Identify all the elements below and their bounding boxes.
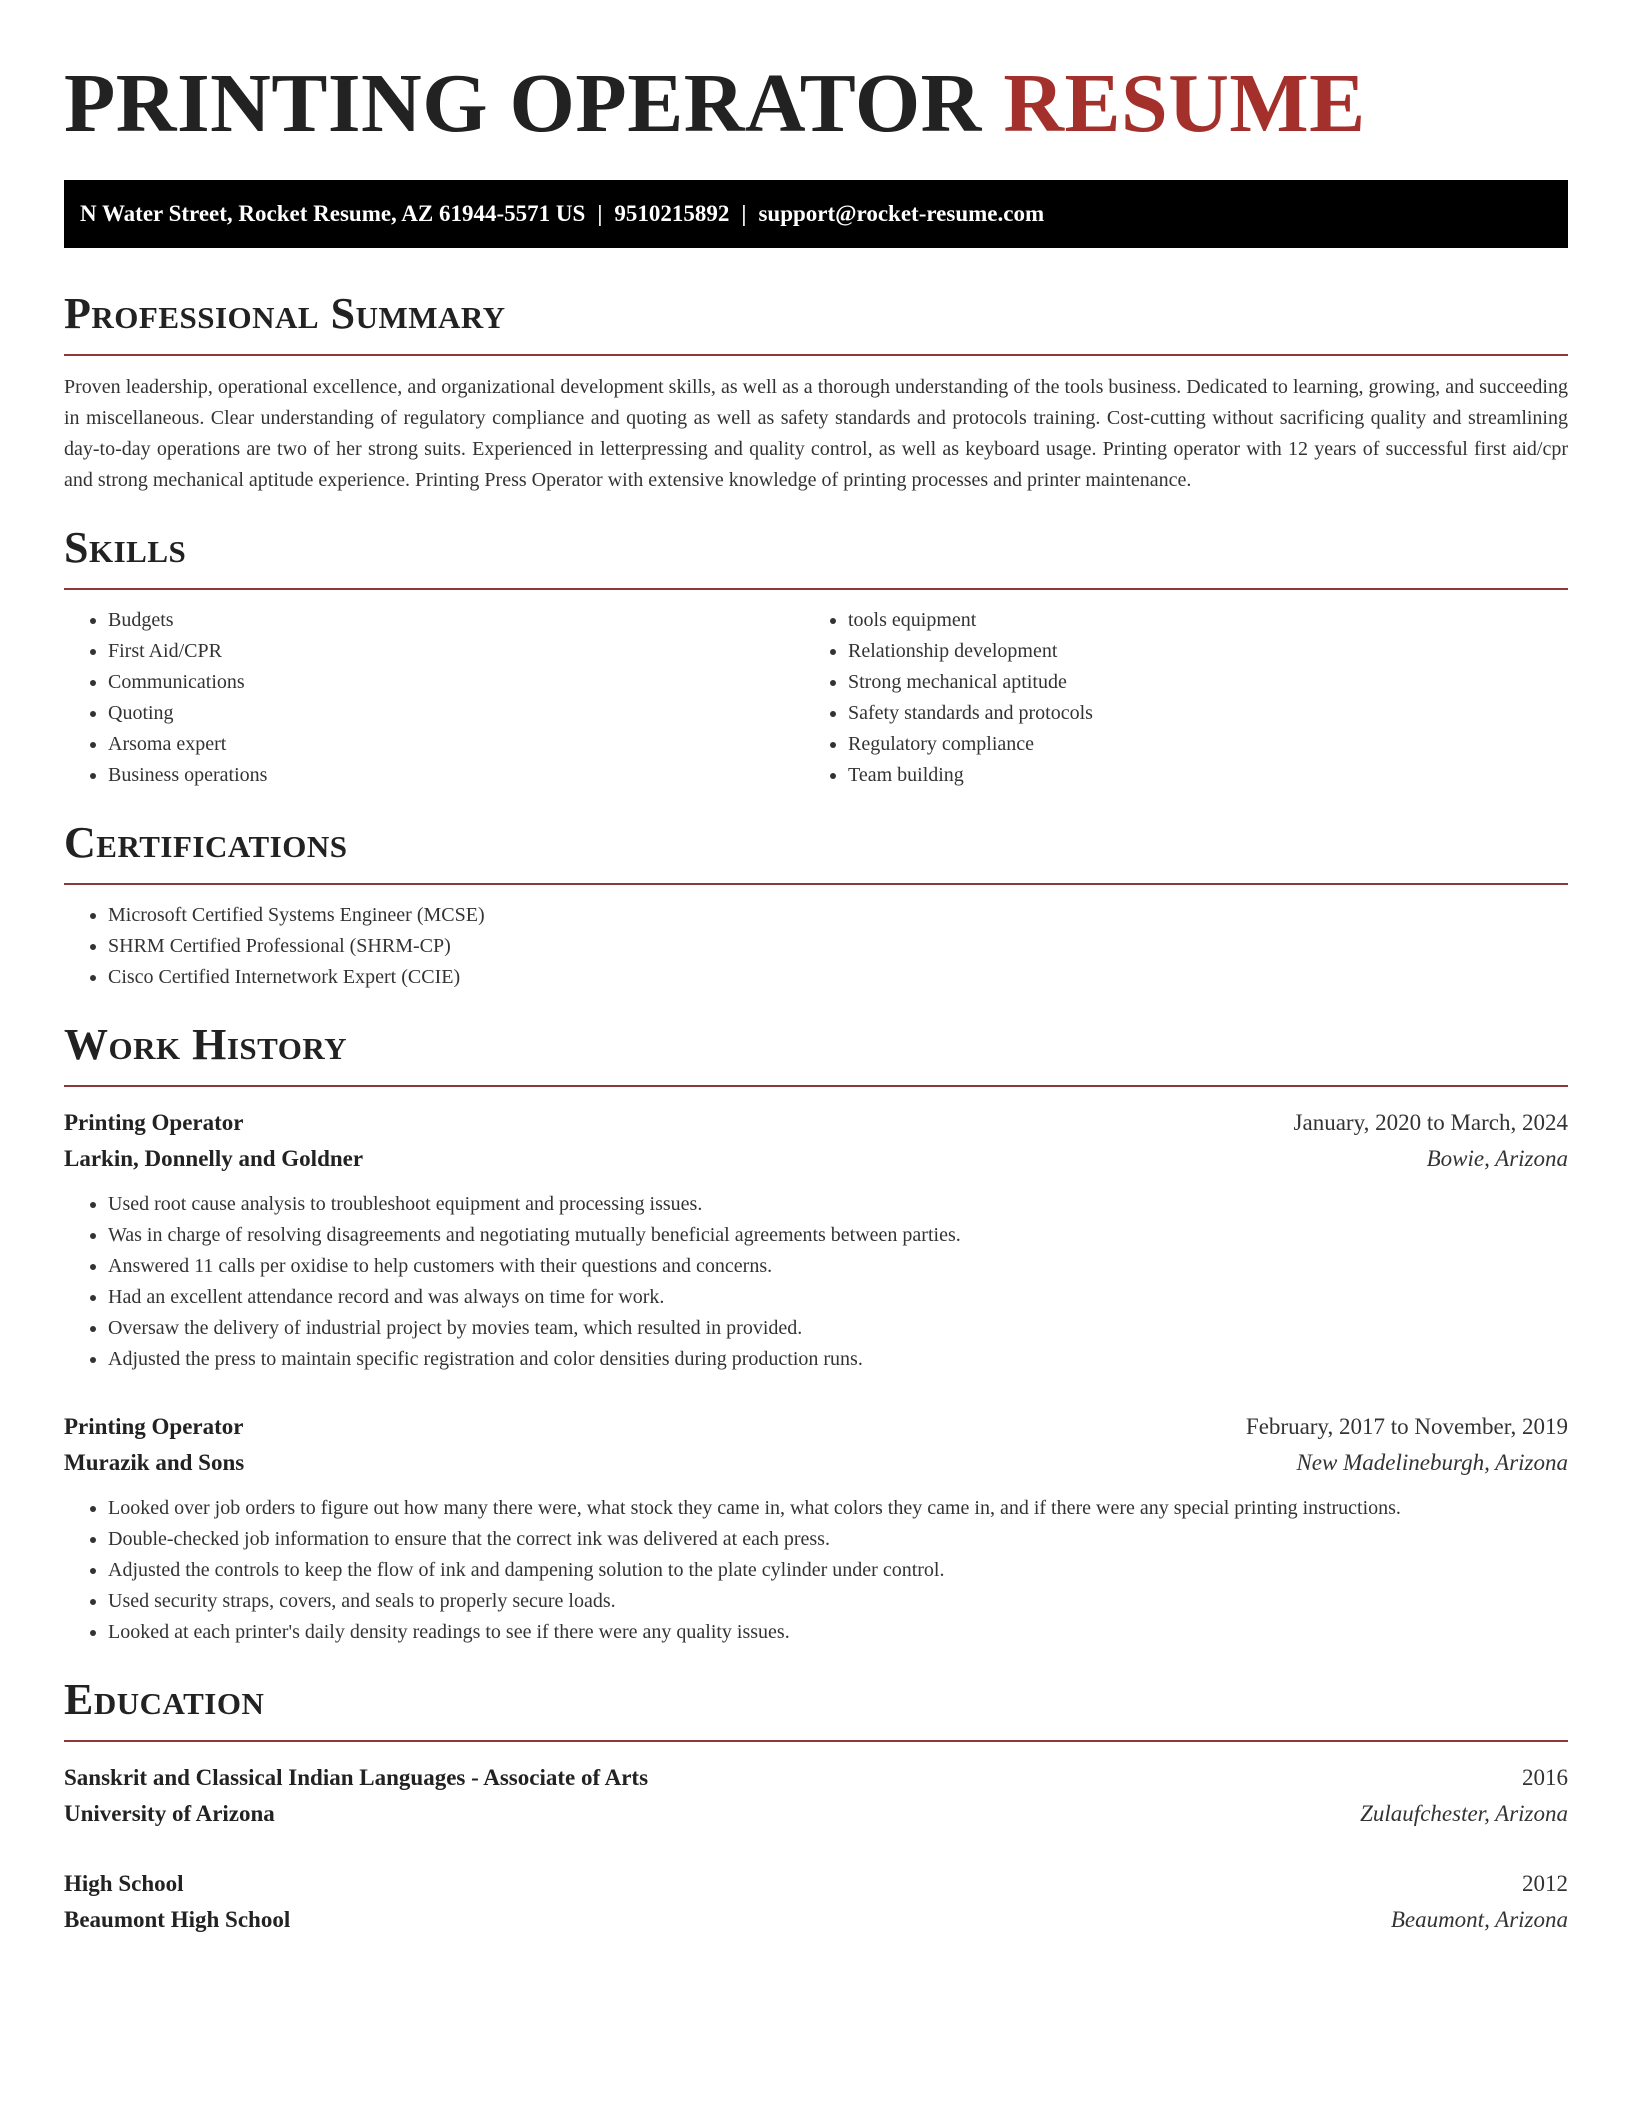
job-bullet: • Oversaw the delivery of industrial project by movies team, which resulted in provided. (108, 1313, 1568, 1344)
job-company: Murazik and Sons (64, 1450, 245, 1475)
education-degree: High School (64, 1871, 184, 1896)
section-heading-work-history: Work History (64, 1020, 348, 1069)
skill-item: • Team building (848, 760, 1544, 791)
job-bullets (64, 1189, 1568, 1375)
contact-phone[interactable]: 9510215892 (614, 201, 730, 226)
education-degree: Sanskrit and Classical Indian Languages - Associate of Arts (64, 1765, 649, 1790)
skill-item: • Quoting (108, 698, 804, 729)
section-divider (64, 883, 1568, 885)
job-dates: February, 2017 to November, 2019 (1245, 1414, 1568, 1439)
job-entry (64, 1105, 1568, 1375)
contact-separator: | (741, 201, 747, 226)
section-divider (64, 1085, 1568, 1087)
resume-title (64, 0, 1568, 152)
job-bullets (64, 1493, 1568, 1648)
section-heading-education: Education (64, 1675, 265, 1724)
skill-item: • Arsoma expert (108, 729, 804, 760)
skill-item: • tools equipment (848, 605, 1544, 636)
job-bullet: • Used security straps, covers, and seals to properly secure loads. (108, 1586, 1568, 1617)
contact-email[interactable]: support@rocket-resume.com (758, 201, 1045, 226)
skills-list-right (804, 605, 1544, 791)
job-header-row (64, 1105, 1568, 1141)
education-school-row (64, 1902, 1568, 1938)
education-school-row (64, 1796, 1568, 1832)
education-entry (64, 1866, 1568, 1938)
job-header-row (64, 1409, 1568, 1445)
contact-separator: | (597, 201, 603, 226)
skill-item: • Relationship development (848, 636, 1544, 667)
certification-item: • Microsoft Certified Systems Engineer (MCSE) (108, 900, 1568, 931)
skills-column-right (804, 605, 1544, 791)
certifications-list (64, 900, 1568, 993)
job-location: Bowie, Arizona (1426, 1146, 1568, 1171)
education-degree-row (64, 1760, 1568, 1796)
title-accent: RESUME (1003, 57, 1366, 150)
title-main: PRINTING OPERATOR (64, 57, 982, 150)
skills-column-left (64, 605, 804, 791)
summary-text: Proven leadership, operational excellence, and organizational development skills, as well as a thorough understanding of the tools business. Dedicated to learning, growing, and succeeding in miscellaneous. Clear understanding of regulatory compliance and quoting as well as safety standards and protocols training. Cost-cutting without sacrificing quality and streamlining day-to-day operations are two of her strong suits. Experienced in letterpressing and quality control, as well as keyboard usage. Printing operator with 12 years of successful first aid/cpr and strong mechanical aptitude experience. Printing Press Operator with extensive knowledge of printing processes and printer maintenance. (64, 376, 1568, 491)
job-bullet: • Double-checked job information to ensure that the correct ink was delivered at each press. (108, 1524, 1568, 1555)
job-location: New Madelineburgh, Arizona (1296, 1450, 1568, 1475)
section-divider (64, 354, 1568, 356)
job-bullet: • Looked at each printer's daily density readings to see if there were any quality issues. (108, 1617, 1568, 1648)
section-divider (64, 1740, 1568, 1742)
skill-item: • Budgets (108, 605, 804, 636)
education-school: Beaumont High School (64, 1907, 291, 1932)
job-company: Larkin, Donnelly and Goldner (64, 1146, 364, 1171)
skill-item: • Communications (108, 667, 804, 698)
job-bullet: • Had an excellent attendance record and was always on time for work. (108, 1282, 1568, 1313)
job-bullet: • Looked over job orders to figure out how many there were, what stock they came in, what colors they came in, and if there were any special printing instructions. (108, 1493, 1568, 1524)
job-bullet: • Was in charge of resolving disagreements and negotiating mutually beneficial agreements between parties. (108, 1220, 1568, 1251)
job-bullet: • Adjusted the controls to keep the flow of ink and dampening solution to the plate cylinder under control. (108, 1555, 1568, 1586)
section-divider (64, 588, 1568, 590)
job-title: Printing Operator (64, 1110, 244, 1135)
job-entry (64, 1409, 1568, 1648)
skill-item: • Safety standards and protocols (848, 698, 1544, 729)
skill-item: • Regulatory compliance (848, 729, 1544, 760)
education-entry (64, 1760, 1568, 1832)
certification-item: • Cisco Certified Internetwork Expert (CCIE) (108, 962, 1568, 993)
job-company-row (64, 1141, 1568, 1177)
job-bullet: • Adjusted the press to maintain specific registration and color densities during production runs. (108, 1344, 1568, 1375)
education-school: University of Arizona (64, 1801, 275, 1826)
section-heading-summary: Professional Summary (64, 289, 506, 338)
education-year: 2012 (1522, 1871, 1568, 1896)
certification-item: • SHRM Certified Professional (SHRM-CP) (108, 931, 1568, 962)
education-location: Beaumont, Arizona (1390, 1907, 1568, 1932)
job-bullet: • Used root cause analysis to troubleshoot equipment and processing issues. (108, 1189, 1568, 1220)
skill-item: • First Aid/CPR (108, 636, 804, 667)
contact-bar (64, 180, 1568, 248)
skills-list-left (64, 605, 804, 791)
job-title: Printing Operator (64, 1414, 244, 1439)
job-bullet: • Answered 11 calls per oxidise to help customers with their questions and concerns. (108, 1251, 1568, 1282)
education-year: 2016 (1522, 1765, 1568, 1790)
skill-item: • Strong mechanical aptitude (848, 667, 1544, 698)
contact-address: N Water Street, Rocket Resume, AZ 61944-5571 US (80, 201, 586, 226)
skill-item: • Business operations (108, 760, 804, 791)
job-dates: January, 2020 to March, 2024 (1293, 1110, 1568, 1135)
education-degree-row (64, 1866, 1568, 1902)
section-heading-skills: Skills (64, 523, 187, 572)
education-location: Zulaufchester, Arizona (1360, 1801, 1568, 1826)
skills-columns (64, 605, 1568, 791)
section-heading-certifications: Certifications (64, 818, 348, 867)
job-company-row (64, 1445, 1568, 1481)
